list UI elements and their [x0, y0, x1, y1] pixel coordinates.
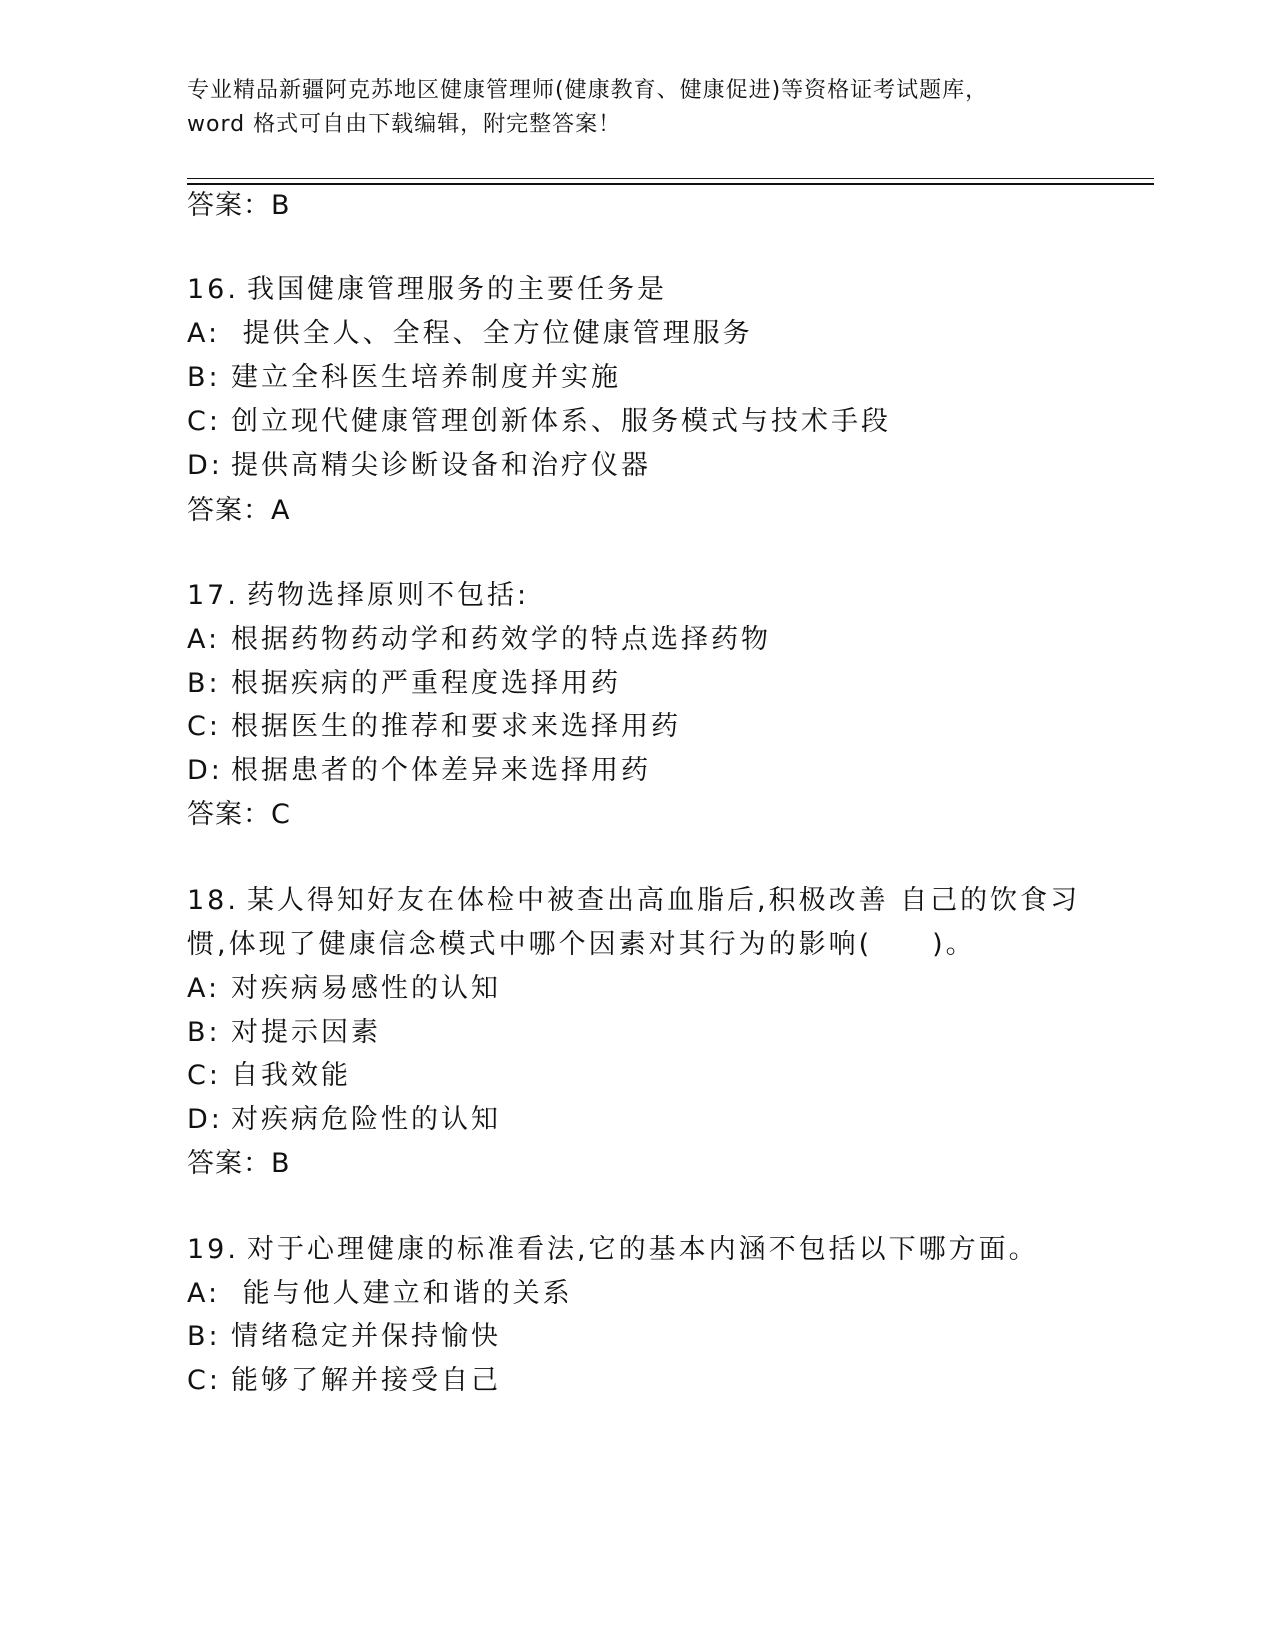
option-text: 对提示因素 — [231, 1017, 381, 1048]
option-key: B: — [187, 1321, 221, 1352]
question-text: 药物选择原则不包括: — [247, 580, 530, 611]
question-17-option-d — [187, 753, 651, 789]
option-text: 能与他人建立和谐的关系 — [231, 1278, 573, 1309]
question-number: 18. — [187, 885, 239, 916]
question-18-stem-line-2: 惯,体现了健康信念模式中哪个因素对其行为的影响( )。 — [187, 929, 976, 960]
header-line-2: word 格式可自由下载编辑，附完整答案！ — [187, 112, 622, 137]
option-key: D: — [187, 450, 223, 481]
option-text: 自我效能 — [231, 1060, 351, 1091]
option-text: 对疾病易感性的认知 — [231, 973, 501, 1004]
question-17-option-a — [187, 622, 771, 658]
option-key: A: — [187, 973, 221, 1004]
question-16-stem — [187, 272, 667, 308]
answer-q15: 答案：B — [187, 190, 291, 221]
answer-q17: 答案：C — [187, 799, 291, 830]
question-text: 某人得知好友在体检中被查出高血脂后,积极改善 自己的饮食习 — [247, 885, 1081, 916]
header-line-1: 专业精品新疆阿克苏地区健康管理师(健康教育、健康促进)等资格证考试题库， — [187, 78, 989, 103]
answer-q18: 答案：B — [187, 1148, 291, 1179]
question-number: 16. — [187, 274, 239, 305]
option-text: 根据疾病的严重程度选择用药 — [231, 668, 621, 699]
option-key: A: — [187, 318, 221, 349]
document-header — [187, 74, 1087, 142]
option-key: B: — [187, 668, 221, 699]
option-key: C: — [187, 711, 221, 742]
option-key: B: — [187, 1017, 221, 1048]
question-18-option-d — [187, 1102, 501, 1138]
question-18-option-b — [187, 1015, 381, 1051]
option-key: D: — [187, 755, 223, 786]
header-rule-thick — [187, 183, 1154, 185]
question-number: 17. — [187, 580, 239, 611]
option-key: C: — [187, 406, 221, 437]
question-18-option-a — [187, 971, 501, 1007]
option-key: A: — [187, 1278, 221, 1309]
question-19-option-b — [187, 1319, 501, 1355]
option-text: 根据医生的推荐和要求来选择用药 — [231, 711, 681, 742]
option-text: 对疾病危险性的认知 — [231, 1104, 501, 1135]
question-19-stem — [187, 1232, 1039, 1268]
question-16-option-a — [187, 316, 753, 352]
question-17-stem — [187, 578, 529, 614]
question-19-option-c — [187, 1363, 501, 1399]
option-text: 根据患者的个体差异来选择用药 — [231, 755, 651, 786]
option-text: 根据药物药动学和药效学的特点选择药物 — [231, 624, 771, 655]
header-rule-thin — [187, 178, 1154, 179]
option-key: C: — [187, 1365, 221, 1396]
option-text: 提供高精尖诊断设备和治疗仪器 — [231, 450, 651, 481]
question-19-option-a — [187, 1276, 573, 1312]
question-18-option-c — [187, 1058, 351, 1094]
question-16-option-c — [187, 404, 891, 440]
option-key: A: — [187, 624, 221, 655]
option-key: D: — [187, 1104, 223, 1135]
option-text: 建立全科医生培养制度并实施 — [231, 362, 621, 393]
question-17-option-c — [187, 709, 681, 745]
question-number: 19. — [187, 1234, 239, 1265]
question-text: 对于心理健康的标准看法,它的基本内涵不包括以下哪方面。 — [247, 1234, 1039, 1265]
question-18-stem-line-1 — [187, 883, 1080, 919]
answer-q16: 答案：A — [187, 495, 291, 526]
question-16-option-d — [187, 448, 651, 484]
option-key: B: — [187, 362, 221, 393]
question-text: 我国健康管理服务的主要任务是 — [247, 274, 667, 305]
question-17-option-b — [187, 666, 621, 702]
option-text: 创立现代健康管理创新体系、服务模式与技术手段 — [231, 406, 891, 437]
question-16-option-b — [187, 360, 621, 396]
option-text: 能够了解并接受自己 — [231, 1365, 501, 1396]
option-key: C: — [187, 1060, 221, 1091]
option-text: 情绪稳定并保持愉快 — [231, 1321, 501, 1352]
option-text: 提供全人、全程、全方位健康管理服务 — [231, 318, 753, 349]
